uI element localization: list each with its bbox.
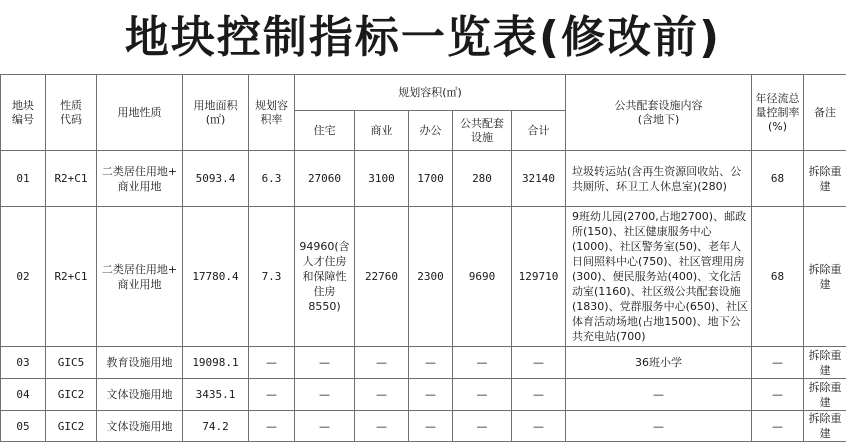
cell-far: — — [249, 379, 295, 411]
cell-parcel-no: 03 — [1, 347, 46, 379]
cell-remark: 拆除重建 — [804, 411, 846, 442]
cell-public-content: — — [566, 411, 752, 442]
header-public-facility: 公共配套 设施 — [453, 111, 512, 151]
header-parcel-no: 地块 编号 — [1, 75, 46, 151]
cell-parcel-no: 01 — [1, 151, 46, 207]
header-residential: 住宅 — [295, 111, 355, 151]
cell-office: — — [409, 347, 453, 379]
cell-commercial: 3100 — [355, 151, 409, 207]
table-row — [1, 379, 846, 411]
cell-office: 1700 — [409, 151, 453, 207]
cell-remark: 拆除重建 — [804, 347, 846, 379]
cell-public-content: — — [566, 379, 752, 411]
cell-area: 17780.4 — [183, 207, 249, 347]
cell-area: 5093.4 — [183, 151, 249, 207]
cell-far: — — [249, 347, 295, 379]
cell-far: 7.3 — [249, 207, 295, 347]
header-far: 规划容 积率 — [249, 75, 295, 151]
cell-residential: 94960(含 人才住房 和保障性 住房 8550) — [295, 207, 355, 347]
cell-land-use: 文体设施用地 — [97, 411, 183, 442]
header-public-content: 公共配套设施内容 (含地下) — [566, 75, 752, 151]
cell-public-facility: 280 — [453, 151, 512, 207]
cell-land-use: 二类居住用地+ 商业用地 — [97, 151, 183, 207]
cell-far: 6.3 — [249, 151, 295, 207]
cell-nature-code: GIC5 — [46, 347, 97, 379]
cell-land-use: 文体设施用地 — [97, 379, 183, 411]
header-planned-gfa: 规划容积(㎡) — [295, 75, 566, 111]
cell-public-content: 36班小学 — [566, 347, 752, 379]
cell-nature-code: R2+C1 — [46, 151, 97, 207]
cell-runoff: — — [752, 379, 804, 411]
page-title: 地块控制指标一览表(修改前) — [0, 0, 846, 76]
header-runoff: 年径流总 量控制率 (%) — [752, 75, 804, 151]
cell-land-use: 二类居住用地+ 商业用地 — [97, 207, 183, 347]
cell-remark: 拆除重建 — [804, 151, 846, 207]
cell-area: 74.2 — [183, 411, 249, 442]
table-row — [1, 347, 846, 379]
cell-far: — — [249, 411, 295, 442]
cell-parcel-no: 04 — [1, 379, 46, 411]
cell-public-facility: — — [453, 379, 512, 411]
header-area: 用地面积 (㎡) — [183, 75, 249, 151]
header-nature-code: 性质 代码 — [46, 75, 97, 151]
cell-commercial: — — [355, 379, 409, 411]
cell-residential: 27060 — [295, 151, 355, 207]
cell-residential: — — [295, 411, 355, 442]
header-remark: 备注 — [804, 75, 846, 151]
header-office: 办公 — [409, 111, 453, 151]
cell-public-content: 垃圾转运站(含再生资源回收站、公共厕所、环卫工人休息室)(280) — [566, 151, 752, 207]
cell-total: — — [512, 379, 566, 411]
cell-total: — — [512, 347, 566, 379]
cell-area: 3435.1 — [183, 379, 249, 411]
cell-residential: — — [295, 347, 355, 379]
cell-commercial: — — [355, 411, 409, 442]
cell-runoff: 68 — [752, 151, 804, 207]
cell-office: — — [409, 379, 453, 411]
cell-commercial: — — [355, 347, 409, 379]
cell-public-facility: — — [453, 411, 512, 442]
cell-land-use: 教育设施用地 — [97, 347, 183, 379]
cell-parcel-no: 05 — [1, 411, 46, 442]
cell-commercial: 22760 — [355, 207, 409, 347]
cell-total: 129710 — [512, 207, 566, 347]
cell-nature-code: GIC2 — [46, 411, 97, 442]
cell-area: 19098.1 — [183, 347, 249, 379]
table-row — [1, 207, 846, 347]
cell-residential: — — [295, 379, 355, 411]
cell-total: — — [512, 411, 566, 442]
cell-office: — — [409, 411, 453, 442]
table-row — [1, 151, 846, 207]
cell-total: 32140 — [512, 151, 566, 207]
cell-remark: 拆除重建 — [804, 379, 846, 411]
cell-runoff: — — [752, 411, 804, 442]
cell-runoff: — — [752, 347, 804, 379]
cell-public-facility: — — [453, 347, 512, 379]
cell-nature-code: R2+C1 — [46, 207, 97, 347]
cell-public-content: 9班幼儿园(2700,占地2700)、邮政所(150)、社区健康服务中心(1000)、社区警务室(50)、老年人日间照料中心(750)、社区管理用房(300)、便民服务站(400)、文化活动室(1160)、社区级公共配套设施(1830)、党群服务中心(650)、社区体育活动场地(占地1500)、地下公共充电站(700) — [566, 207, 752, 347]
cell-office: 2300 — [409, 207, 453, 347]
table-row — [1, 411, 846, 442]
header-land-use: 用地性质 — [97, 75, 183, 151]
header-commercial: 商业 — [355, 111, 409, 151]
cell-nature-code: GIC2 — [46, 379, 97, 411]
header-total: 合计 — [512, 111, 566, 151]
cell-runoff: 68 — [752, 207, 804, 347]
cell-parcel-no: 02 — [1, 207, 46, 347]
cell-remark: 拆除重建 — [804, 207, 846, 347]
control-index-table — [0, 74, 846, 442]
cell-public-facility: 9690 — [453, 207, 512, 347]
